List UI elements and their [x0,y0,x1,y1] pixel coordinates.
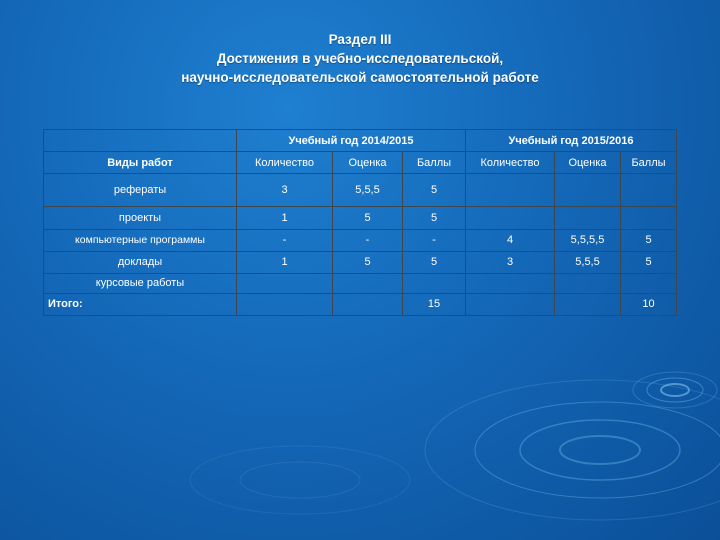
total-cell: 10 [621,293,677,315]
table-cell [555,293,621,315]
table-cell [621,273,677,293]
table-cell [466,293,555,315]
column-header: Баллы [403,152,466,174]
row-label: доклады [44,251,237,273]
table-cell [466,174,555,207]
achievements-table [43,129,677,316]
table-cell [466,273,555,293]
table-cell: 5 [333,251,403,273]
column-header: Оценка [555,152,621,174]
table-cell: - [333,229,403,251]
title-line: научно-исследовательской самостоятельной работе [181,70,539,85]
column-header: Оценка [333,152,403,174]
table-row [44,273,677,293]
row-label: рефераты [44,174,237,207]
table-cell: 5 [403,174,466,207]
title-line: Достижения в учебно-исследовательской, [216,51,504,66]
column-header: Количество [466,152,555,174]
year-2014-header: Учебный год 2014/2015 [237,130,466,152]
table-cell: 5 [621,229,677,251]
table-cell [621,174,677,207]
row-label: проекты [44,207,237,229]
total-cell: 15 [403,293,466,315]
column-header-row [44,152,677,174]
table-cell [621,207,677,229]
table-cell: 5 [403,251,466,273]
table-row [44,251,677,273]
column-header: Баллы [621,152,677,174]
table-row [44,174,677,207]
table-cell: 5 [333,207,403,229]
table-cell: - [237,229,333,251]
table-cell [333,273,403,293]
table-row [44,207,677,229]
table-cell: 5 [403,207,466,229]
slide-title [0,30,720,87]
corner-cell [44,130,237,152]
year-2015-header: Учебный год 2015/2016 [466,130,677,152]
table-cell: 5,5,5,5 [555,229,621,251]
year-header-row [44,130,677,152]
table-cell [555,174,621,207]
total-row [44,293,677,315]
table-cell [403,273,466,293]
table-cell: - [403,229,466,251]
table-cell: 3 [237,174,333,207]
table-cell: 1 [237,207,333,229]
table-cell: 4 [466,229,555,251]
table-cell [555,273,621,293]
table-row [44,229,677,251]
row-label: курсовые работы [44,273,237,293]
table-cell: 3 [466,251,555,273]
table-cell [333,293,403,315]
table-cell: 5,5,5 [555,251,621,273]
row-header-cell: Виды работ [44,152,237,174]
table-cell [466,207,555,229]
table-cell: 5 [621,251,677,273]
table-cell [237,273,333,293]
total-label: Итого: [44,293,237,315]
row-label: компьютерные программы [44,229,237,251]
table-cell [237,293,333,315]
title-line: Раздел III [328,32,392,47]
table-cell: 1 [237,251,333,273]
table-cell [555,207,621,229]
table-cell: 5,5,5 [333,174,403,207]
column-header: Количество [237,152,333,174]
